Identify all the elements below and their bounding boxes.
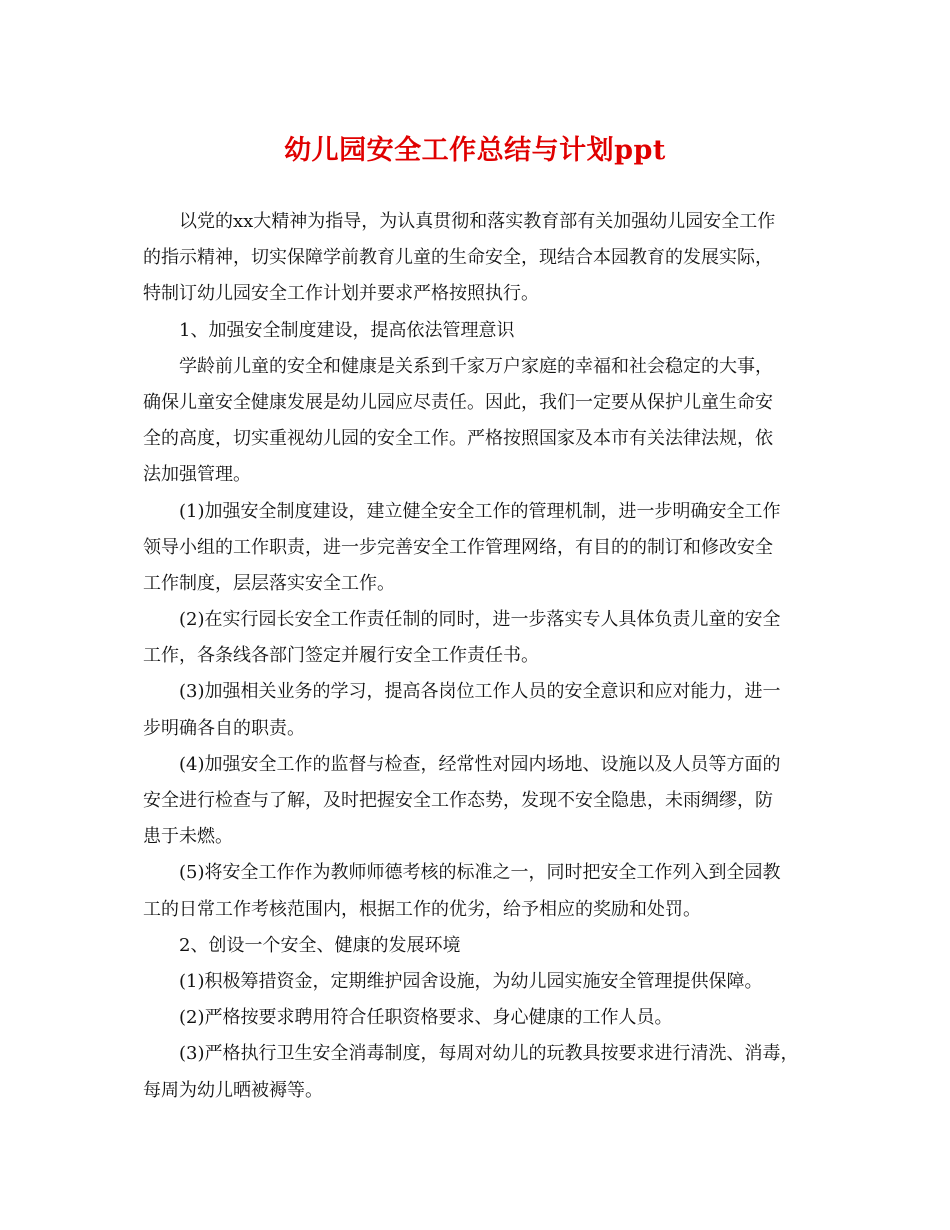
list-item-line: 工作制度，层层落实安全工作。 (143, 572, 395, 594)
list-item-line: 工的日常工作考核范围内，根据工作的优劣，给予相应的奖励和处罚。 (143, 898, 701, 920)
paragraph-line: 学龄前儿童的安全和健康是关系到千家万户家庭的幸福和社会稳定的大事， (179, 355, 773, 377)
list-item-line: (4)加强安全工作的监督与检查，经常性对园内场地、设施以及人员等方面的 (179, 753, 781, 775)
list-item-line: 领导小组的工作职责，进一步完善安全工作管理网络，有目的的制订和修改安全 (143, 536, 773, 558)
list-item-line: 患于未燃。 (143, 826, 233, 848)
paragraph-line: 确保儿童安全健康发展是幼儿园应尽责任。因此，我们一定要从保护儿童生命安 (143, 391, 773, 413)
document-body (143, 204, 813, 1109)
paragraph-line: 全的高度，切实重视幼儿园的安全工作。严格按照国家及本市有关法律法规，依 (143, 428, 773, 450)
list-item-line: (3)严格执行卫生安全消毒制度，每周对幼儿的玩教具按要求进行清洗、消毒， (179, 1043, 799, 1065)
list-item-line: 步明确各自的职责。 (143, 717, 305, 739)
list-item-line: 每周为幼儿晒被褥等。 (143, 1079, 323, 1101)
paragraph-line: 法加强管理。 (143, 464, 251, 486)
section-heading: 1、加强安全制度建设，提高依法管理意识 (179, 319, 515, 341)
list-item-line: (1)积极筹措资金，定期维护园舍设施，为幼儿园实施安全管理提供保障。 (179, 970, 763, 992)
paragraph-line: 的指示精神，切实保障学前教育儿童的生命安全，现结合本园教育的发展实际， (143, 247, 773, 269)
paragraph-line: 特制订幼儿园安全工作计划并要求严格按照执行。 (143, 283, 539, 305)
list-item-line: (2)在实行园长安全工作责任制的同时，进一步落实专人具体负责儿童的安全 (179, 609, 781, 631)
list-item-line: (2)严格按要求聘用符合任职资格要求、身心健康的工作人员。 (179, 1007, 673, 1029)
list-item-line: 工作，各条线各部门签定并履行安全工作责任书。 (143, 645, 539, 667)
list-item-line: (3)加强相关业务的学习，提高各岗位工作人员的安全意识和应对能力，进一 (179, 681, 781, 703)
document-title: 幼儿园安全工作总结与计划ppt (284, 135, 666, 166)
list-item-line: (5)将安全工作作为教师师德考核的标准之一，同时把安全工作列入到全园教 (179, 862, 781, 884)
section-heading: 2、创设一个安全、健康的发展环境 (179, 934, 461, 956)
paragraph-line: 以党的xx大精神为指导，为认真贯彻和落实教育部有关加强幼儿园安全工作 (179, 211, 776, 232)
list-item-line: (1)加强安全制度建设，建立健全安全工作的管理机制，进一步明确安全工作 (179, 500, 781, 522)
list-item-line: 安全进行检查与了解，及时把握安全工作态势，发现不安全隐患，未雨绸缪，防 (143, 790, 773, 811)
